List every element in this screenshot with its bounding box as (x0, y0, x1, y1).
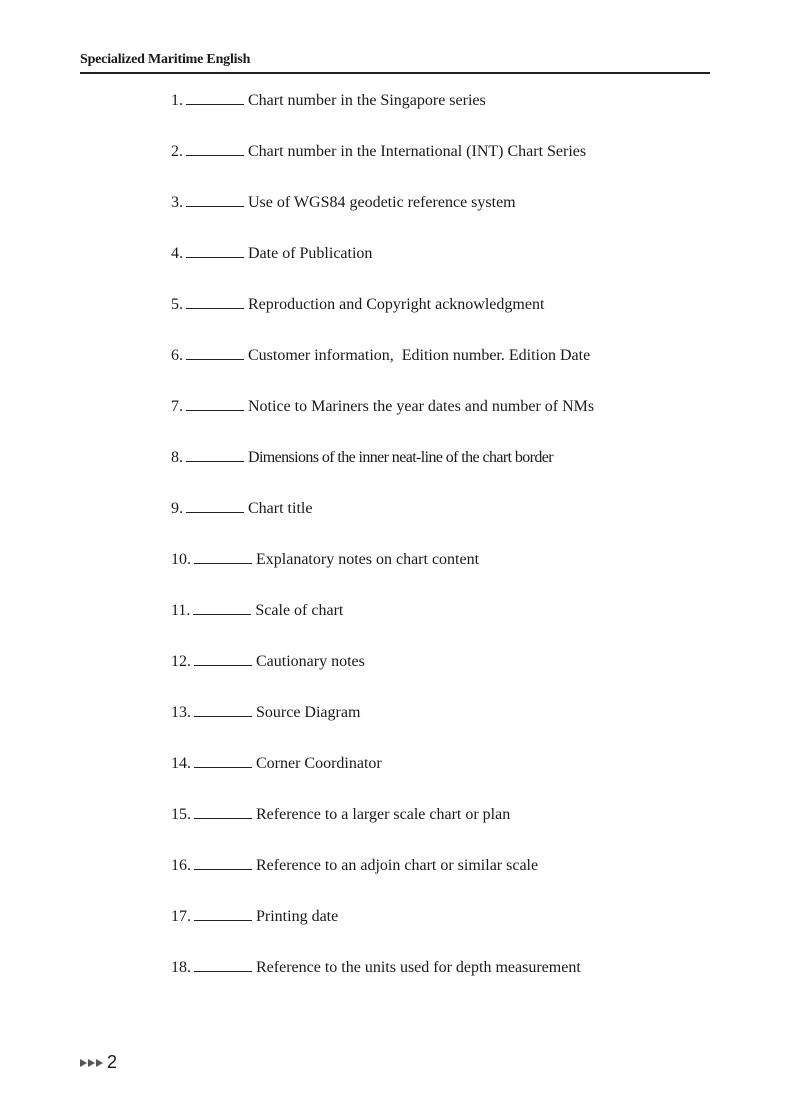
list-item (171, 447, 553, 469)
list-item (171, 192, 516, 214)
item-text: Dimensions of the inner neat-line of the chart border (248, 449, 553, 466)
item-text: Reference to the units used for depth measurement (256, 959, 581, 976)
item-number: 8. (171, 449, 183, 466)
list-item (171, 651, 365, 673)
item-text: Chart number in the International (INT) Chart Series (248, 143, 587, 160)
list-item (171, 804, 510, 826)
answer-blank[interactable] (194, 906, 252, 921)
answer-blank[interactable] (186, 345, 244, 360)
answer-blank[interactable] (186, 447, 244, 462)
list-item (171, 702, 360, 724)
item-number: 15. (171, 806, 191, 823)
list-item (171, 396, 594, 418)
item-number: 14. (171, 755, 191, 772)
item-number: 1. (171, 92, 183, 109)
list-item (171, 549, 479, 571)
item-text: Reference to an adjoin chart or similar scale (256, 857, 539, 874)
item-text: Chart number in the Singapore series (248, 92, 486, 109)
answer-blank[interactable] (186, 498, 244, 513)
item-number: 2. (171, 143, 183, 160)
answer-blank[interactable] (186, 396, 244, 411)
item-number: 16. (171, 857, 191, 874)
list-item (171, 906, 338, 928)
item-text: Scale of chart (255, 602, 344, 619)
list-item (171, 600, 343, 622)
item-number: 9. (171, 500, 183, 517)
item-number: 13. (171, 704, 191, 721)
item-text: Corner Coordinator (256, 755, 382, 772)
answer-blank[interactable] (194, 855, 252, 870)
answer-blank[interactable] (186, 141, 244, 156)
answer-blank[interactable] (193, 600, 251, 615)
item-number: 11. (171, 602, 191, 619)
triple-arrow-icon (80, 1059, 104, 1067)
item-number: 7. (171, 398, 183, 415)
item-number: 6. (171, 347, 183, 364)
page-footer (80, 1052, 117, 1073)
list-item (171, 141, 586, 163)
item-number: 17. (171, 908, 191, 925)
item-text: Use of WGS84 geodetic reference system (248, 194, 516, 211)
answer-blank[interactable] (194, 549, 252, 564)
header-title: Specialized Maritime English (80, 52, 251, 67)
list-item (171, 243, 372, 265)
page-number: 2 (107, 1052, 118, 1072)
answer-blank[interactable] (194, 804, 252, 819)
item-text: Notice to Mariners the year dates and number of NMs (248, 398, 595, 415)
item-number: 5. (171, 296, 183, 313)
list-item (171, 753, 382, 775)
item-text: Reference to a larger scale chart or plan (256, 806, 511, 823)
item-text: Cautionary notes (256, 653, 365, 670)
answer-blank[interactable] (194, 753, 252, 768)
item-number: 12. (171, 653, 191, 670)
item-text: Chart title (248, 500, 313, 517)
item-number: 3. (171, 194, 183, 211)
answer-blank[interactable] (194, 702, 252, 717)
answer-blank[interactable] (186, 243, 244, 258)
item-text: Customer information, Edition number. Edition Date (248, 347, 591, 364)
answer-blank[interactable] (186, 90, 244, 105)
item-number: 4. (171, 245, 183, 262)
answer-blank[interactable] (194, 957, 252, 972)
list-item (171, 90, 486, 112)
item-text: Explanatory notes on chart content (256, 551, 480, 568)
answer-blank[interactable] (186, 294, 244, 309)
list-item (171, 498, 312, 520)
list-item (171, 855, 538, 877)
item-text: Date of Publication (248, 245, 373, 262)
item-number: 10. (171, 551, 191, 568)
list-item (171, 345, 590, 367)
item-text: Reproduction and Copyright acknowledgment (248, 296, 545, 313)
answer-blank[interactable] (186, 192, 244, 207)
item-text: Printing date (256, 908, 339, 925)
answer-blank[interactable] (194, 651, 252, 666)
list-item (171, 957, 581, 979)
item-number: 18. (171, 959, 191, 976)
item-text: Source Diagram (256, 704, 361, 721)
list-item (171, 294, 544, 316)
